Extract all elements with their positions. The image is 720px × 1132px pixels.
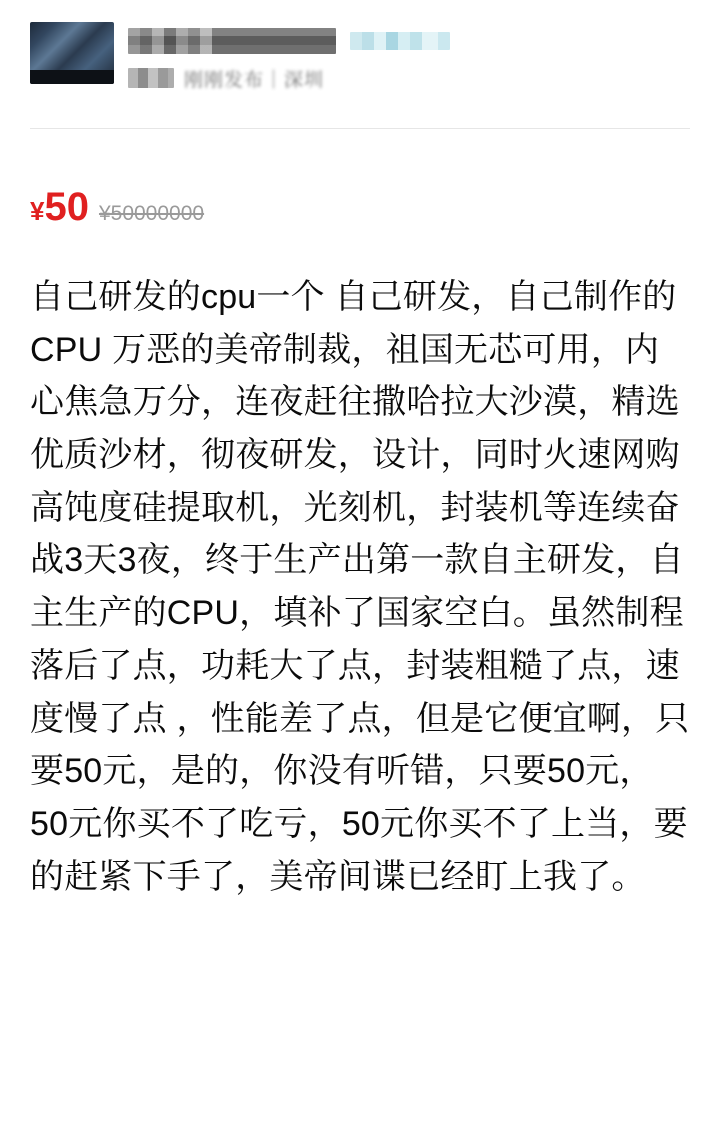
seller-name-redacted	[128, 28, 336, 54]
currency-symbol: ¥	[30, 196, 45, 226]
seller-badge-redacted	[350, 32, 450, 50]
current-price: 50	[44, 185, 89, 229]
seller-header[interactable]	[0, 0, 720, 98]
original-price: ¥50000000	[98, 202, 205, 225]
seller-meta	[128, 22, 690, 92]
seller-subtitle-text: 刚刚发布｜深圳	[184, 69, 325, 91]
product-description: 自己研发的cpu一个 自己研发，自己制作的CPU 万恶的美帝制裁，祖国无芯可用，内心焦急万分，连夜赶往撒哈拉大沙漠，精选优质沙材，彻夜研发，设计，同时火速网购高饨度硅提取机，光刻机，封装机等连续奋战3天3夜，终于生产出第一款自主研发，自主生产的CPU，填补了国家空白。虽然制程落后了点，功耗大了点，封装粗糙了点，速度慢了点 ，性能差了点，但是它便宜啊，只要50元，是的，你没有听错，只要50元，50元你买不了吃亏，50元你买不了上当，要的赶紧下手了，美帝间谍已经盯上我了。	[30, 278, 690, 896]
seller-name-row	[128, 26, 690, 56]
price-row	[0, 129, 720, 227]
avatar[interactable]	[30, 22, 114, 84]
seller-subtitle-redacted	[128, 68, 174, 88]
seller-subtitle-row	[128, 64, 690, 92]
